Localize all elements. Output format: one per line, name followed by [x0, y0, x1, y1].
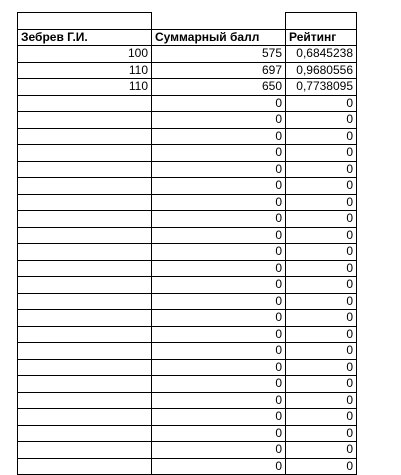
table-cell[interactable] [18, 326, 152, 343]
table-cell[interactable]: 0 [286, 128, 357, 145]
table-cell[interactable]: 0 [286, 310, 357, 327]
table-cell[interactable] [18, 260, 152, 277]
table-cell[interactable]: 0 [286, 112, 357, 129]
table-cell[interactable]: 0 [286, 392, 357, 409]
table-cell[interactable] [18, 145, 152, 162]
table-cell[interactable]: 0 [152, 293, 286, 310]
table-cell[interactable]: 0 [152, 310, 286, 327]
table-cell[interactable]: 0 [152, 161, 286, 178]
table-cell[interactable]: 0 [152, 178, 286, 195]
table-row [18, 194, 357, 211]
table-row [18, 310, 357, 327]
table-cell[interactable]: 0 [152, 244, 286, 261]
header-row [18, 29, 357, 46]
table-cell[interactable]: 575 [152, 46, 286, 63]
table-row [18, 260, 357, 277]
table-row [18, 458, 357, 475]
table-cell[interactable]: 0 [286, 376, 357, 393]
table-cell[interactable]: 0 [286, 458, 357, 475]
table-cell[interactable]: 0 [286, 178, 357, 195]
table-cell[interactable]: 0 [286, 95, 357, 112]
table-cell[interactable] [18, 161, 152, 178]
table-cell[interactable]: 0 [286, 260, 357, 277]
table-cell[interactable]: 0 [286, 326, 357, 343]
table-cell[interactable]: 0 [286, 194, 357, 211]
spreadsheet-table [17, 12, 357, 475]
table-cell[interactable]: 0 [152, 128, 286, 145]
table-cell[interactable]: 0 [286, 425, 357, 442]
table-row [18, 211, 357, 228]
table-cell[interactable]: 0 [286, 442, 357, 459]
table-cell[interactable]: 0 [152, 359, 286, 376]
table-cell[interactable] [18, 211, 152, 228]
table-cell[interactable]: 0 [286, 211, 357, 228]
table-cell[interactable]: 650 [152, 79, 286, 96]
table-cell[interactable]: 0 [286, 277, 357, 294]
table-cell[interactable]: 0 [152, 326, 286, 343]
table-cell[interactable]: 100 [18, 46, 152, 63]
table-cell[interactable] [18, 95, 152, 112]
table-row [18, 326, 357, 343]
table-row [18, 442, 357, 459]
table-row [18, 409, 357, 426]
table-cell[interactable]: 0 [152, 425, 286, 442]
table-cell[interactable] [18, 392, 152, 409]
table-row [18, 145, 357, 162]
table-row [18, 293, 357, 310]
table-row [18, 227, 357, 244]
table-row [18, 178, 357, 195]
table-cell[interactable]: 0 [286, 161, 357, 178]
spacer-cell[interactable] [286, 13, 357, 30]
table-cell[interactable]: 697 [152, 62, 286, 79]
spacer-cell[interactable] [152, 13, 286, 30]
table-cell[interactable]: 0 [286, 293, 357, 310]
table-cell[interactable]: 0 [152, 277, 286, 294]
table-cell[interactable] [18, 178, 152, 195]
header-cell-total-score[interactable]: Суммарный балл [152, 29, 286, 46]
table-cell[interactable]: 0,9680556 [286, 62, 357, 79]
table-cell[interactable]: 0 [286, 343, 357, 360]
table-row [18, 359, 357, 376]
table-cell[interactable]: 0 [152, 260, 286, 277]
table-row [18, 46, 357, 63]
table-cell[interactable]: 0 [152, 442, 286, 459]
table-cell[interactable] [18, 293, 152, 310]
spreadsheet-body [18, 13, 357, 475]
table-cell[interactable] [18, 310, 152, 327]
table-cell[interactable] [18, 128, 152, 145]
table-cell[interactable]: 0 [152, 458, 286, 475]
table-cell[interactable]: 0 [152, 392, 286, 409]
table-row [18, 277, 357, 294]
table-cell[interactable]: 0 [286, 244, 357, 261]
table-cell[interactable] [18, 112, 152, 129]
table-cell[interactable]: 110 [18, 79, 152, 96]
table-cell[interactable] [18, 376, 152, 393]
table-cell[interactable] [18, 244, 152, 261]
table-cell[interactable]: 0 [152, 194, 286, 211]
table-row [18, 376, 357, 393]
spacer-cell[interactable] [18, 13, 152, 30]
table-cell[interactable] [18, 227, 152, 244]
table-cell[interactable]: 0 [152, 145, 286, 162]
table-cell[interactable] [18, 458, 152, 475]
table-cell[interactable]: 0 [152, 409, 286, 426]
table-cell[interactable]: 0 [152, 211, 286, 228]
table-cell[interactable] [18, 359, 152, 376]
table-row [18, 343, 357, 360]
table-cell[interactable]: 0,6845238 [286, 46, 357, 63]
table-row [18, 128, 357, 145]
spacer-row [18, 13, 357, 30]
table-row [18, 392, 357, 409]
table-cell[interactable] [18, 194, 152, 211]
table-row [18, 244, 357, 261]
table-cell[interactable]: 0 [152, 95, 286, 112]
table-cell[interactable]: 110 [18, 62, 152, 79]
table-cell[interactable]: 0 [152, 376, 286, 393]
table-cell[interactable]: 0 [152, 343, 286, 360]
table-row [18, 79, 357, 96]
table-cell[interactable]: 0 [286, 359, 357, 376]
table-row [18, 425, 357, 442]
table-row [18, 112, 357, 129]
table-cell[interactable]: 0 [286, 409, 357, 426]
table-cell[interactable]: 0 [152, 227, 286, 244]
header-cell-name[interactable]: Зебрев Г.И. [18, 29, 152, 46]
table-cell[interactable]: 0 [152, 112, 286, 129]
table-cell[interactable] [18, 277, 152, 294]
table-cell[interactable] [18, 343, 152, 360]
table-row [18, 62, 357, 79]
table-cell[interactable]: 0 [286, 227, 357, 244]
table-cell[interactable] [18, 409, 152, 426]
table-row [18, 161, 357, 178]
table-cell[interactable]: 0 [286, 145, 357, 162]
table-cell[interactable] [18, 442, 152, 459]
table-row [18, 95, 357, 112]
header-cell-rating[interactable]: Рейтинг [286, 29, 357, 46]
table-cell[interactable]: 0,7738095 [286, 79, 357, 96]
table-cell[interactable] [18, 425, 152, 442]
